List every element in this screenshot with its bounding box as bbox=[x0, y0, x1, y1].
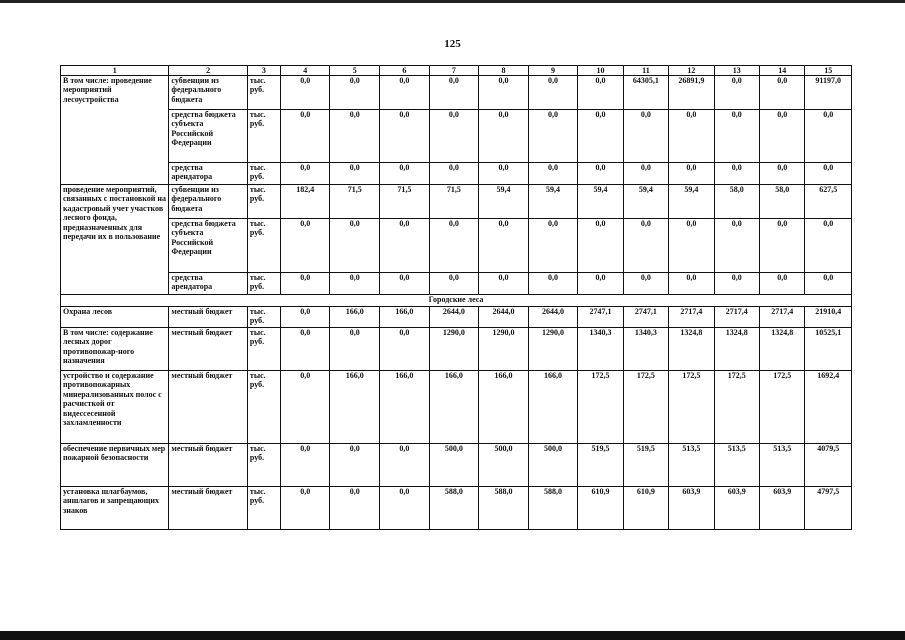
value-cell: 519,5 bbox=[578, 444, 623, 487]
value-cell: 603,9 bbox=[714, 487, 759, 530]
value-cell: 0,0 bbox=[528, 273, 578, 295]
value-cell: 0,0 bbox=[330, 487, 380, 530]
value-cell: 0,0 bbox=[330, 219, 380, 273]
value-cell: 0,0 bbox=[623, 110, 668, 163]
value-cell: 0,0 bbox=[578, 110, 623, 163]
value-cell: 0,0 bbox=[528, 76, 578, 110]
value-cell: 0,0 bbox=[759, 163, 804, 185]
value-cell: 0,0 bbox=[669, 273, 714, 295]
header-cell: 4 bbox=[280, 66, 330, 76]
activity-name-cell: проведение мероприятий, связанных с постановкой на кадастровый учет участков лесного фонда, предназначенных для передачи их в пользование bbox=[61, 185, 169, 295]
table-row bbox=[61, 185, 852, 219]
value-cell: 0,0 bbox=[669, 110, 714, 163]
value-cell: 0,0 bbox=[429, 163, 479, 185]
value-cell: 26891,9 bbox=[669, 76, 714, 110]
value-cell: 0,0 bbox=[330, 163, 380, 185]
table-row bbox=[61, 307, 852, 328]
activity-name-cell: обеспечение первичных мер пожарной безопасности bbox=[61, 444, 169, 487]
value-cell: 0,0 bbox=[280, 444, 330, 487]
value-cell: 0,0 bbox=[805, 273, 852, 295]
funding-source-cell: субвенции из федерального бюджета bbox=[169, 76, 247, 110]
value-cell: 0,0 bbox=[380, 110, 430, 163]
value-cell: 0,0 bbox=[280, 110, 330, 163]
value-cell: 519,5 bbox=[623, 444, 668, 487]
activity-name-cell: устройство и содержание противопожарных минерализованных полос с расчисткой от видессесенной захламленности bbox=[61, 371, 169, 444]
unit-cell: тыс. руб. bbox=[247, 328, 280, 371]
value-cell: 0,0 bbox=[578, 219, 623, 273]
value-cell: 0,0 bbox=[280, 163, 330, 185]
value-cell: 0,0 bbox=[714, 110, 759, 163]
value-cell: 0,0 bbox=[380, 444, 430, 487]
value-cell: 1324,8 bbox=[759, 328, 804, 371]
value-cell: 0,0 bbox=[714, 76, 759, 110]
value-cell: 603,9 bbox=[759, 487, 804, 530]
value-cell: 0,0 bbox=[623, 163, 668, 185]
funding-source-cell: местный бюджет bbox=[169, 328, 247, 371]
value-cell: 0,0 bbox=[380, 219, 430, 273]
value-cell: 91197,0 bbox=[805, 76, 852, 110]
activity-name-cell: установка шлагбаумов, аншлагов и запрещающих знаков bbox=[61, 487, 169, 530]
value-cell: 0,0 bbox=[280, 328, 330, 371]
value-cell: 588,0 bbox=[429, 487, 479, 530]
value-cell: 0,0 bbox=[330, 273, 380, 295]
value-cell: 513,5 bbox=[714, 444, 759, 487]
value-cell: 1290,0 bbox=[479, 328, 529, 371]
value-cell: 59,4 bbox=[479, 185, 529, 219]
value-cell: 588,0 bbox=[528, 487, 578, 530]
funding-source-cell: средства бюджета субъекта Российской Федерации bbox=[169, 110, 247, 163]
unit-cell: тыс. руб. bbox=[247, 76, 280, 110]
funding-source-cell: местный бюджет bbox=[169, 307, 247, 328]
value-cell: 4797,5 bbox=[805, 487, 852, 530]
unit-cell: тыс. руб. bbox=[247, 444, 280, 487]
value-cell: 1324,8 bbox=[669, 328, 714, 371]
value-cell: 71,5 bbox=[429, 185, 479, 219]
unit-cell: тыс. руб. bbox=[247, 273, 280, 295]
value-cell: 4079,5 bbox=[805, 444, 852, 487]
value-cell: 0,0 bbox=[429, 110, 479, 163]
value-cell: 0,0 bbox=[330, 328, 380, 371]
value-cell: 59,4 bbox=[623, 185, 668, 219]
unit-cell: тыс. руб. bbox=[247, 487, 280, 530]
value-cell: 0,0 bbox=[528, 163, 578, 185]
value-cell: 0,0 bbox=[669, 163, 714, 185]
unit-cell: тыс. руб. bbox=[247, 163, 280, 185]
value-cell: 0,0 bbox=[280, 219, 330, 273]
value-cell: 172,5 bbox=[669, 371, 714, 444]
value-cell: 172,5 bbox=[623, 371, 668, 444]
top-rule bbox=[0, 0, 905, 3]
section-title: Городские леса bbox=[61, 295, 852, 307]
value-cell: 0,0 bbox=[623, 219, 668, 273]
value-cell: 0,0 bbox=[429, 273, 479, 295]
value-cell: 2747,1 bbox=[623, 307, 668, 328]
header-cell: 3 bbox=[247, 66, 280, 76]
value-cell: 0,0 bbox=[429, 219, 479, 273]
value-cell: 59,4 bbox=[528, 185, 578, 219]
value-cell: 0,0 bbox=[380, 328, 430, 371]
value-cell: 0,0 bbox=[330, 110, 380, 163]
header-cell: 9 bbox=[528, 66, 578, 76]
value-cell: 0,0 bbox=[479, 273, 529, 295]
value-cell: 166,0 bbox=[479, 371, 529, 444]
value-cell: 0,0 bbox=[380, 76, 430, 110]
header-cell: 10 bbox=[578, 66, 623, 76]
value-cell: 0,0 bbox=[714, 219, 759, 273]
value-cell: 166,0 bbox=[429, 371, 479, 444]
unit-cell: тыс. руб. bbox=[247, 219, 280, 273]
value-cell: 0,0 bbox=[429, 76, 479, 110]
funding-source-cell: средства арендатора bbox=[169, 163, 247, 185]
table-row bbox=[61, 219, 852, 273]
header-cell: 11 bbox=[623, 66, 668, 76]
value-cell: 500,0 bbox=[479, 444, 529, 487]
value-cell: 0,0 bbox=[330, 76, 380, 110]
table-row bbox=[61, 110, 852, 163]
value-cell: 0,0 bbox=[280, 76, 330, 110]
value-cell: 166,0 bbox=[528, 371, 578, 444]
page-number: 125 bbox=[444, 38, 461, 50]
value-cell: 0,0 bbox=[330, 444, 380, 487]
value-cell: 0,0 bbox=[528, 219, 578, 273]
unit-cell: тыс. руб. bbox=[247, 185, 280, 219]
value-cell: 71,5 bbox=[380, 185, 430, 219]
value-cell: 59,4 bbox=[578, 185, 623, 219]
value-cell: 0,0 bbox=[280, 487, 330, 530]
value-cell: 1340,3 bbox=[578, 328, 623, 371]
value-cell: 2717,4 bbox=[759, 307, 804, 328]
activity-name-cell: Охрана лесов bbox=[61, 307, 169, 328]
value-cell: 0,0 bbox=[479, 76, 529, 110]
header-cell: 1 bbox=[61, 66, 169, 76]
value-cell: 59,4 bbox=[669, 185, 714, 219]
value-cell: 500,0 bbox=[429, 444, 479, 487]
value-cell: 0,0 bbox=[714, 273, 759, 295]
activity-name-cell: В том числе: проведение мероприятий лесоустройства bbox=[61, 76, 169, 185]
table-row bbox=[61, 163, 852, 185]
value-cell: 0,0 bbox=[479, 219, 529, 273]
value-cell: 610,9 bbox=[623, 487, 668, 530]
value-cell: 0,0 bbox=[759, 76, 804, 110]
value-cell: 0,0 bbox=[528, 110, 578, 163]
value-cell: 1290,0 bbox=[429, 328, 479, 371]
value-cell: 166,0 bbox=[330, 371, 380, 444]
value-cell: 2644,0 bbox=[479, 307, 529, 328]
value-cell: 513,5 bbox=[669, 444, 714, 487]
funding-source-cell: субвенции из федерального бюджета bbox=[169, 185, 247, 219]
funding-source-cell: местный бюджет bbox=[169, 487, 247, 530]
value-cell: 0,0 bbox=[759, 273, 804, 295]
section-row bbox=[61, 295, 852, 307]
budget-table bbox=[60, 65, 852, 530]
value-cell: 0,0 bbox=[380, 273, 430, 295]
value-cell: 0,0 bbox=[578, 76, 623, 110]
value-cell: 71,5 bbox=[330, 185, 380, 219]
value-cell: 1692,4 bbox=[805, 371, 852, 444]
funding-source-cell: местный бюджет bbox=[169, 444, 247, 487]
value-cell: 2717,4 bbox=[714, 307, 759, 328]
value-cell: 610,9 bbox=[578, 487, 623, 530]
value-cell: 627,5 bbox=[805, 185, 852, 219]
value-cell: 172,5 bbox=[578, 371, 623, 444]
header-row bbox=[61, 66, 852, 76]
value-cell: 182,4 bbox=[280, 185, 330, 219]
value-cell: 2644,0 bbox=[528, 307, 578, 328]
value-cell: 0,0 bbox=[623, 273, 668, 295]
bottom-rule bbox=[0, 631, 905, 640]
value-cell: 0,0 bbox=[805, 163, 852, 185]
value-cell: 0,0 bbox=[479, 163, 529, 185]
value-cell: 0,0 bbox=[759, 219, 804, 273]
value-cell: 166,0 bbox=[380, 371, 430, 444]
value-cell: 500,0 bbox=[528, 444, 578, 487]
header-cell: 12 bbox=[669, 66, 714, 76]
value-cell: 0,0 bbox=[479, 110, 529, 163]
value-cell: 166,0 bbox=[330, 307, 380, 328]
value-cell: 1324,8 bbox=[714, 328, 759, 371]
table-row bbox=[61, 487, 852, 530]
value-cell: 58,0 bbox=[714, 185, 759, 219]
funding-source-cell: средства арендатора bbox=[169, 273, 247, 295]
value-cell: 166,0 bbox=[380, 307, 430, 328]
unit-cell: тыс. руб. bbox=[247, 110, 280, 163]
table-row bbox=[61, 444, 852, 487]
table-row bbox=[61, 371, 852, 444]
table-row bbox=[61, 76, 852, 110]
header-cell: 8 bbox=[479, 66, 529, 76]
value-cell: 0,0 bbox=[669, 219, 714, 273]
value-cell: 0,0 bbox=[380, 163, 430, 185]
value-cell: 0,0 bbox=[578, 163, 623, 185]
header-cell: 5 bbox=[330, 66, 380, 76]
value-cell: 1340,3 bbox=[623, 328, 668, 371]
value-cell: 0,0 bbox=[280, 273, 330, 295]
value-cell: 172,5 bbox=[759, 371, 804, 444]
value-cell: 2717,4 bbox=[669, 307, 714, 328]
value-cell: 0,0 bbox=[280, 371, 330, 444]
value-cell: 58,0 bbox=[759, 185, 804, 219]
value-cell: 64305,1 bbox=[623, 76, 668, 110]
funding-source-cell: местный бюджет bbox=[169, 371, 247, 444]
value-cell: 2644,0 bbox=[429, 307, 479, 328]
unit-cell: тыс. руб. bbox=[247, 371, 280, 444]
header-cell: 2 bbox=[169, 66, 247, 76]
header-cell: 14 bbox=[759, 66, 804, 76]
value-cell: 10525,1 bbox=[805, 328, 852, 371]
funding-source-cell: средства бюджета субъекта Российской Федерации bbox=[169, 219, 247, 273]
value-cell: 0,0 bbox=[280, 307, 330, 328]
value-cell: 0,0 bbox=[380, 487, 430, 530]
unit-cell: тыс. руб. bbox=[247, 307, 280, 328]
value-cell: 0,0 bbox=[714, 163, 759, 185]
value-cell: 21910,4 bbox=[805, 307, 852, 328]
value-cell: 0,0 bbox=[578, 273, 623, 295]
value-cell: 588,0 bbox=[479, 487, 529, 530]
value-cell: 513,5 bbox=[759, 444, 804, 487]
header-cell: 7 bbox=[429, 66, 479, 76]
header-cell: 13 bbox=[714, 66, 759, 76]
table-row bbox=[61, 273, 852, 295]
value-cell: 2747,1 bbox=[578, 307, 623, 328]
table-row bbox=[61, 328, 852, 371]
header-cell: 6 bbox=[380, 66, 430, 76]
value-cell: 0,0 bbox=[805, 219, 852, 273]
header-cell: 15 bbox=[805, 66, 852, 76]
activity-name-cell: В том числе: содержание лесных дорог противопожар-ного назначения bbox=[61, 328, 169, 371]
value-cell: 172,5 bbox=[714, 371, 759, 444]
value-cell: 0,0 bbox=[759, 110, 804, 163]
value-cell: 0,0 bbox=[805, 110, 852, 163]
value-cell: 1290,0 bbox=[528, 328, 578, 371]
value-cell: 603,9 bbox=[669, 487, 714, 530]
